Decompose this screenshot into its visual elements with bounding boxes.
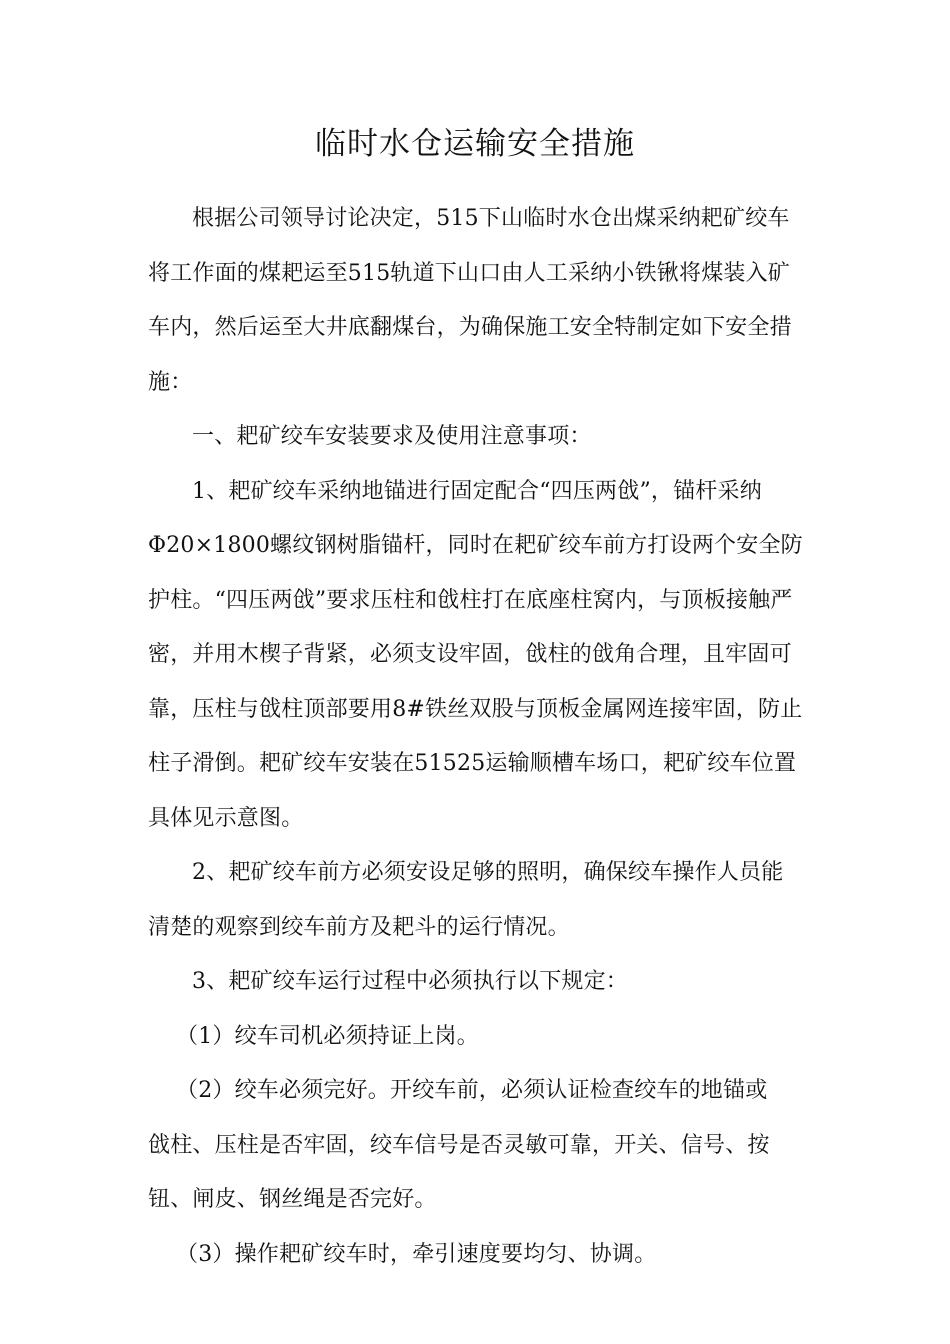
paragraph-line: Φ20×1800螺纹钢树脂锚杆，同时在耙矿绞车前方打设两个安全防 [148,533,803,558]
paragraph-line: 密，并用木楔子背紧，必须支设牢固，戗柱的戗角合理，且牢固可 [148,642,792,667]
document-body [148,192,808,1282]
paragraph-line: 靠，压柱与戗柱顶部要用8#铁丝双股与顶板金属网连接牢固，防止 [148,696,803,722]
paragraph-line: 具体见示意图。 [148,805,304,831]
document-title: 临时水仓运输安全措施 [315,126,635,162]
paragraph-line: 3、耙矿绞车运行过程中必须执行以下规定： [192,969,628,994]
list-item: （3）操作耙矿绞车时，牵引速度要均匀、协调。 [176,1241,657,1267]
paragraph-line: 车内，然后运至大井底翻煤台，为确保施工安全特制定如下安全措 [148,315,792,340]
paragraph-line: 根据公司领导讨论决定，515下山临时水仓出煤采纳耙矿绞车 [192,206,790,231]
paragraph-line: 将工作面的煤耙运至515轨道下山口由人工采纳小铁锹将煤装入矿 [148,260,790,286]
paragraph-line: 施： [148,369,193,395]
paragraph-line: 柱子滑倒。耙矿绞车安装在51525运输顺槽车场口，耙矿绞车位置 [148,751,797,776]
paragraph-line: 钮、闸皮、钢丝绳是否完好。 [148,1187,437,1212]
paragraph-line: 2、耙矿绞车前方必须安设足够的照明，确保绞车操作人员能 [192,860,784,885]
paragraph-line: 护柱。“四压两戗”要求压柱和戗柱打在底座柱窝内，与顶板接触严 [148,587,793,613]
section-heading: 一、耙矿绞车安装要求及使用注意事项： [192,424,592,449]
paragraph-line: 1、耙矿绞车采纳地锚进行固定配合“四压两戗”，锚杆采纳 [192,478,762,504]
list-item: （1）绞车司机必须持证上岗。 [176,1023,479,1049]
paragraph-line: 清楚的观察到绞车前方及耙斗的运行情况。 [148,914,570,940]
paragraph-line: 戗柱、压柱是否牢固，绞车信号是否灵敏可靠，开关、信号、按 [148,1132,770,1158]
list-item: （2）绞车必须完好。开绞车前，必须认证检查绞车的地锚或 [176,1078,768,1103]
